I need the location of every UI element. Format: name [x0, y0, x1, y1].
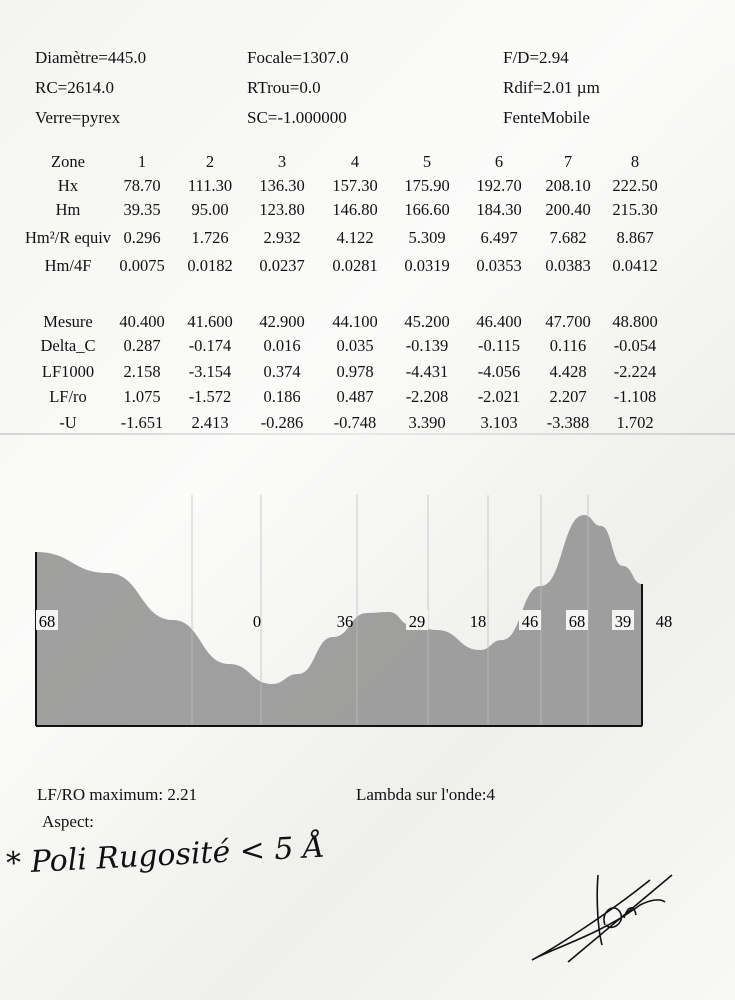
table-cell: 1.075: [123, 387, 161, 406]
aspect-label: Aspect:: [42, 812, 94, 831]
table-cell: 0.978: [336, 362, 374, 381]
table-cell: 2.158: [123, 362, 161, 381]
table-cell: 184.30: [476, 200, 522, 219]
table-cell: 4.428: [549, 362, 587, 381]
table-cell: 78.70: [123, 176, 161, 195]
hole-radius: RTrou=0.0: [247, 78, 321, 97]
row-label: -U: [59, 413, 77, 432]
table-cell: 6.497: [480, 228, 518, 247]
table-cell: 222.50: [612, 176, 658, 195]
data-label: 29: [408, 612, 426, 631]
table-cell: -4.431: [405, 362, 449, 381]
table-cell: 8.867: [616, 228, 654, 247]
table-cell: 0.0075: [119, 256, 165, 275]
table-cell: 0.035: [336, 336, 374, 355]
table-cell: 1: [137, 152, 147, 171]
lambda-ratio: Lambda sur l'onde:4: [356, 785, 496, 804]
data-label: 46: [521, 612, 539, 631]
table-cell: 146.80: [332, 200, 378, 219]
data-label: 68: [38, 612, 56, 631]
table-cell: 215.30: [612, 200, 658, 219]
focal-ratio: F/D=2.94: [503, 48, 569, 67]
focal-length: Focale=1307.0: [247, 48, 349, 67]
glass-type: Verre=pyrex: [35, 108, 121, 127]
table-cell: -4.056: [477, 362, 521, 381]
table-cell: 192.70: [476, 176, 522, 195]
table-cell: 7: [563, 152, 573, 171]
table-cell: 1.702: [616, 413, 654, 432]
table-cell: 0.0353: [476, 256, 522, 275]
table-cell: 1.726: [191, 228, 229, 247]
table-cell: -0.286: [260, 413, 304, 432]
table-cell: 0.0237: [259, 256, 305, 275]
table-cell: -0.174: [188, 336, 232, 355]
table-cell: 0.0281: [332, 256, 378, 275]
row-label: LF1000: [41, 362, 95, 381]
table-cell: 0.487: [336, 387, 374, 406]
table-cell: 6: [494, 152, 504, 171]
table-cell: 48.800: [612, 312, 658, 331]
table-cell: -0.748: [333, 413, 377, 432]
table-cell: 5: [422, 152, 432, 171]
table-cell: -1.572: [188, 387, 232, 406]
table-cell: -3.388: [546, 413, 590, 432]
row-label: LF/ro: [49, 387, 87, 406]
data-label: 0: [252, 612, 262, 631]
table-cell: -3.154: [188, 362, 232, 381]
data-label: 36: [336, 612, 354, 631]
table-cell: 0.186: [263, 387, 301, 406]
table-cell: 136.30: [259, 176, 305, 195]
table-cell: 40.400: [119, 312, 165, 331]
table-cell: -2.208: [405, 387, 449, 406]
row-label: Hm/4F: [44, 256, 92, 275]
table-cell: 0.016: [263, 336, 301, 355]
table-cell: 41.600: [187, 312, 233, 331]
table-cell: -0.139: [405, 336, 449, 355]
table-cell: 45.200: [404, 312, 450, 331]
table-cell: 46.400: [476, 312, 522, 331]
table-cell: 3: [277, 152, 287, 171]
table-cell: 5.309: [408, 228, 446, 247]
table-cell: 123.80: [259, 200, 305, 219]
data-label: 68: [568, 612, 586, 631]
table-cell: 8: [630, 152, 640, 171]
table-cell: 208.10: [545, 176, 591, 195]
table-cell: 0.116: [549, 336, 587, 355]
table-cell: -1.108: [613, 387, 657, 406]
table-cell: -2.021: [477, 387, 521, 406]
table-cell: 2.932: [263, 228, 301, 247]
table-cell: 200.40: [545, 200, 591, 219]
row-label: Delta_C: [40, 336, 96, 355]
table-cell: -2.224: [613, 362, 657, 381]
table-cell: 2: [205, 152, 215, 171]
row-label: Zone: [51, 152, 85, 171]
table-cell: 0.0319: [404, 256, 450, 275]
table-cell: 166.60: [404, 200, 450, 219]
table-cell: 39.35: [123, 200, 161, 219]
table-cell: 3.390: [408, 413, 446, 432]
table-cell: 47.700: [545, 312, 591, 331]
data-label: 48: [655, 612, 673, 631]
table-cell: -1.651: [120, 413, 164, 432]
table-cell: 2.207: [549, 387, 587, 406]
row-label: Mesure: [43, 312, 93, 331]
row-label: Hx: [57, 176, 79, 195]
slit-mode: FenteMobile: [503, 108, 590, 127]
table-cell: 0.374: [263, 362, 301, 381]
table-cell: -0.054: [613, 336, 657, 355]
table-cell: 7.682: [549, 228, 587, 247]
table-cell: 0.287: [123, 336, 161, 355]
diameter: Diamètre=445.0: [35, 48, 147, 67]
data-label: 18: [469, 612, 487, 631]
table-cell: 175.90: [404, 176, 450, 195]
table-cell: 0.0383: [545, 256, 591, 275]
table-cell: 3.103: [480, 413, 518, 432]
data-label: 39: [614, 612, 632, 631]
table-cell: 0.0182: [187, 256, 233, 275]
conic-constant: SC=-1.000000: [247, 108, 347, 127]
table-cell: 4: [350, 152, 360, 171]
table-cell: 2.413: [191, 413, 229, 432]
radius-of-curvature: RC=2614.0: [35, 78, 115, 97]
table-cell: 111.30: [187, 176, 233, 195]
table-cell: 42.900: [259, 312, 305, 331]
handwritten-note: * Poli Rugosité < 5 Å: [5, 829, 326, 882]
table-cell: -0.115: [477, 336, 521, 355]
table-cell: 0.0412: [612, 256, 658, 275]
lfro-maximum: LF/RO maximum: 2.21: [37, 785, 198, 804]
table-cell: 4.122: [336, 228, 374, 247]
table-cell: 44.100: [332, 312, 378, 331]
table-cell: 0.296: [123, 228, 161, 247]
row-label: Hm²/R equiv: [24, 228, 112, 247]
diffraction-radius: Rdif=2.01 µm: [503, 78, 600, 97]
table-cell: 95.00: [191, 200, 229, 219]
table-cell: 157.30: [332, 176, 378, 195]
row-label: Hm: [55, 200, 81, 219]
